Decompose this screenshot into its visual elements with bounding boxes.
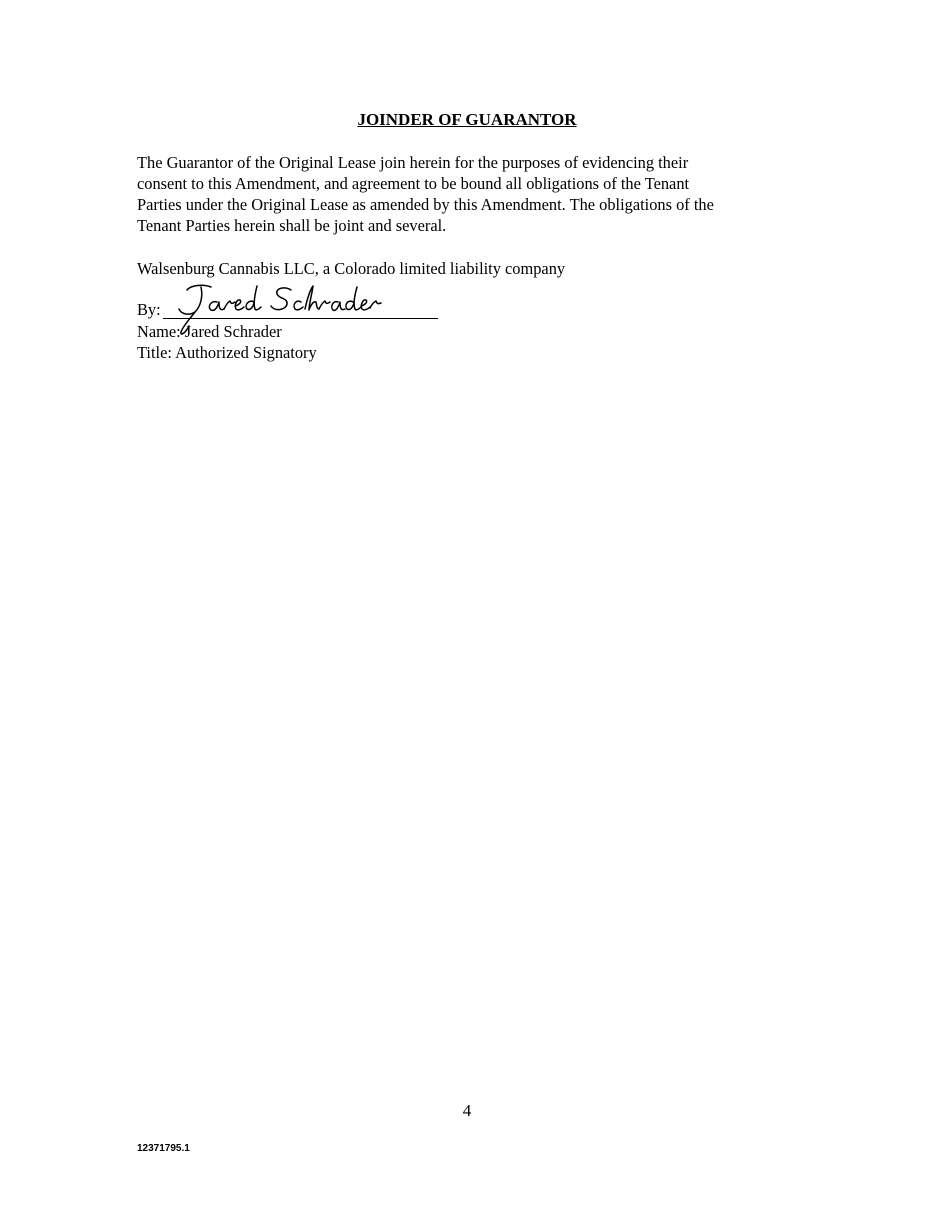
page-title: JOINDER OF GUARANTOR [357,110,577,129]
paragraph-line: Tenant Parties herein shall be joint and several. [137,216,447,235]
by-label: By: [137,300,161,319]
signatory-title: Title: Authorized Signatory [137,343,317,362]
document-id: 12371795.1 [137,1143,190,1154]
company-name: Walsenburg Cannabis LLC, a Colorado limited liability company [137,259,566,278]
signature-block [137,290,457,370]
paragraph-line: Parties under the Original Lease as amended by this Amendment. The obligations of the [137,195,714,214]
page-number: 4 [462,1101,472,1120]
paragraph-line: The Guarantor of the Original Lease join herein for the purposes of evidencing their [137,153,689,172]
signatory-name: Name: Jared Schrader [137,322,282,341]
guarantor-paragraph [137,152,802,236]
paragraph-line: consent to this Amendment, and agreement to be bound all obligations of the Tenant [137,174,690,193]
